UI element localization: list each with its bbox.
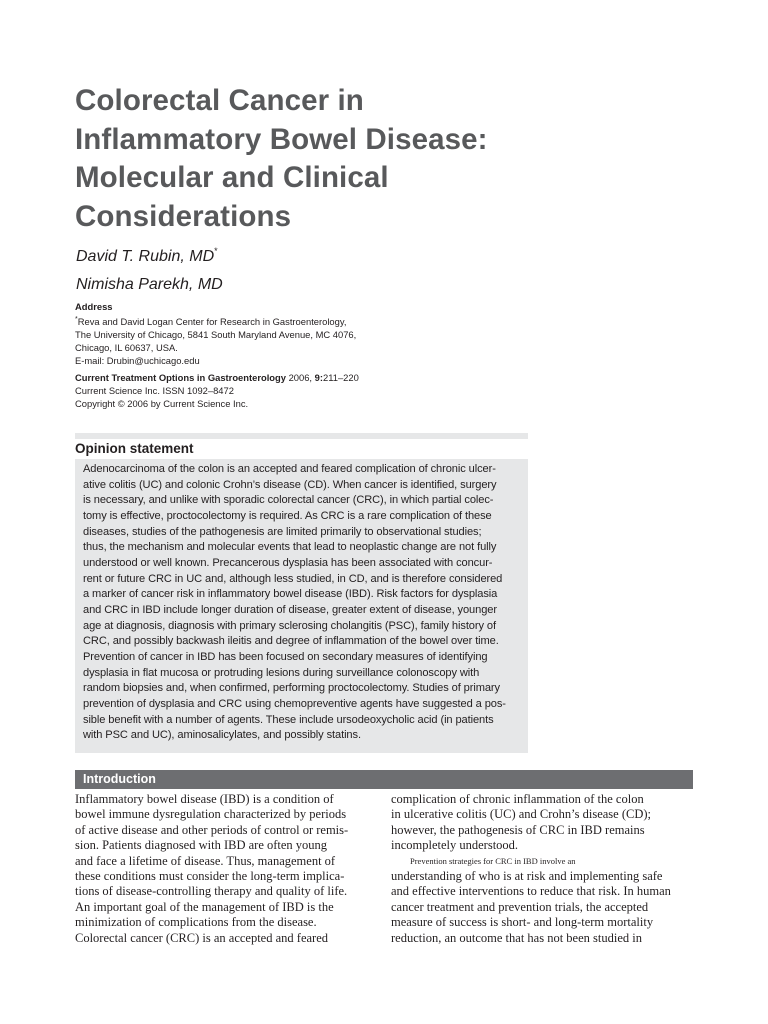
body-line: Colorectal cancer (CRC) is an accepted and feared	[75, 930, 328, 945]
opinion-line: Prevention of cancer in IBD has been focused on secondary measures of identifying	[83, 650, 488, 663]
copyright-line: Copyright © 2006 by Current Science Inc.	[75, 398, 249, 409]
body-line: Inflammatory bowel disease (IBD) is a condition of	[75, 792, 334, 806]
body-line: minimization of complications from the disease.	[75, 915, 317, 930]
opinion-line: sible benefit with a number of agents. These include ursodeoxycholic acid (in patients	[83, 713, 494, 726]
author-footnote-mark: *	[214, 246, 218, 256]
opinion-line: thus, the mechanism and molecular events that lead to neoplastic change are not fully	[83, 541, 497, 554]
body-line: tions of disease-controlling therapy and quality of life.	[75, 884, 348, 899]
opinion-line: is necessary, and unlike with sporadic colorectal cancer (CRC), in which partial colec-	[83, 494, 494, 507]
body-line: and face a lifetime of disease. Thus, management of	[75, 853, 336, 868]
body-line: sion. Patients diagnosed with IBD are often young	[75, 838, 328, 853]
citation-volume: 9:	[314, 372, 323, 383]
body-line: measure of success is short- and long-term mortality	[391, 915, 654, 930]
author-name: Nimisha Parekh, MD	[76, 276, 223, 293]
body-column-left	[75, 792, 377, 946]
address-footnote-mark: *	[75, 316, 78, 323]
opinion-heading: Opinion statement	[75, 441, 194, 456]
opinion-line: prevention of dysplasia and CRC using chemopreventive agents have suggested a pos-	[83, 697, 506, 710]
address-heading: Address	[75, 301, 113, 312]
citation-line	[75, 371, 535, 384]
author	[76, 240, 223, 268]
email-line: E-mail: Drubin@uchicago.edu	[75, 355, 200, 366]
opinion-statement-box	[75, 459, 528, 753]
body-line: and effective interventions to reduce that risk. In human	[391, 884, 671, 899]
opinion-line: and CRC in IBD include longer duration of disease, greater extent of disease, younger	[83, 603, 497, 616]
citation-pages: 211–220	[323, 372, 359, 383]
body-line: Prevention strategies for CRC in IBD involve an	[410, 855, 576, 866]
opinion-line: CRC, and possibly backwash ileitis and degree of inflammation of the bowel over time.	[83, 635, 499, 648]
body-line: of active disease and other periods of control or remis-	[75, 822, 349, 837]
body-line: incompletely understood.	[391, 838, 519, 853]
opinion-line: random biopsies and, when confirmed, performing proctocolectomy. Studies of primary	[83, 682, 500, 695]
body-line: however, the pathogenesis of CRC in IBD remains	[391, 822, 645, 837]
opinion-line: age at diagnosis, diagnosis with primary sclerosing cholangitis (PSC), family history of	[83, 619, 496, 632]
body-column-right	[391, 792, 693, 946]
body-line: these conditions must consider the long-term implica-	[75, 869, 345, 884]
title-line: Inflammatory Bowel Disease:	[75, 122, 488, 156]
opinion-line: a marker of cancer risk in inflammatory bowel disease (IBD). Risk factors for dysplasia	[83, 588, 498, 601]
body-line: complication of chronic inflammation of the colon	[391, 792, 644, 806]
article-title	[75, 82, 675, 236]
author	[76, 268, 223, 296]
body-line: understanding of who is at risk and implementing safe	[391, 869, 663, 884]
body-line: in ulcerative colitis (UC) and Crohn’s disease (CD);	[391, 807, 652, 822]
title-line: Colorectal Cancer in	[75, 84, 364, 117]
opinion-line: Adenocarcinoma of the colon is an accepted and feared complication of chronic ulcer-	[83, 463, 496, 475]
opinion-line: with PSC and UC), aminosalicylates, and possibly statins.	[83, 729, 361, 742]
opinion-line: rent or future CRC in UC and, although less studied, in CD, and is therefore considered	[83, 572, 503, 585]
introduction-section-bar	[75, 770, 693, 789]
publisher-line: Current Science Inc. ISSN 1092–8472	[75, 385, 234, 396]
body-line: reduction, an outcome that has not been studied in	[391, 930, 642, 945]
opinion-section-header	[75, 433, 528, 459]
body-line: bowel immune dysregulation characterized by periods	[75, 807, 347, 822]
journal-name: Current Treatment Options in Gastroenterology	[75, 372, 286, 383]
body-line: cancer treatment and prevention trials, the accepted	[391, 899, 649, 914]
opinion-line: understood or well known. Precancerous dysplasia has been associated with concur-	[83, 556, 493, 569]
title-line: Molecular and Clinical	[75, 161, 389, 194]
opinion-line: dysplasia in flat mucosa or protruding lesions during surveillance colonoscopy with	[83, 666, 480, 679]
address-line: The University of Chicago, 5841 South Maryland Avenue, MC 4076,	[75, 329, 357, 340]
citation-year: 2006,	[288, 372, 313, 383]
address-line: *Reva and David Logan Center for Research in Gastroenterology,	[75, 316, 347, 327]
author-list	[76, 240, 223, 296]
body-line: An important goal of the management of IBD is the	[75, 899, 334, 914]
introduction-heading: Introduction	[83, 772, 156, 786]
title-line: Considerations	[75, 199, 292, 233]
author-name: David T. Rubin, MD	[76, 248, 215, 265]
opinion-line: diseases, studies of the pathogenesis are limited primarily to observational studies;	[83, 525, 482, 538]
address-line: Chicago, IL 60637, USA.	[75, 342, 178, 353]
opinion-line: ative colitis (UC) and colonic Crohn’s disease (CD). When cancer is identified, surgery	[83, 478, 497, 491]
article-metadata	[75, 300, 535, 410]
opinion-line: tomy is effective, proctocolectomy is required. As CRC is a rare complication of these	[83, 509, 492, 522]
